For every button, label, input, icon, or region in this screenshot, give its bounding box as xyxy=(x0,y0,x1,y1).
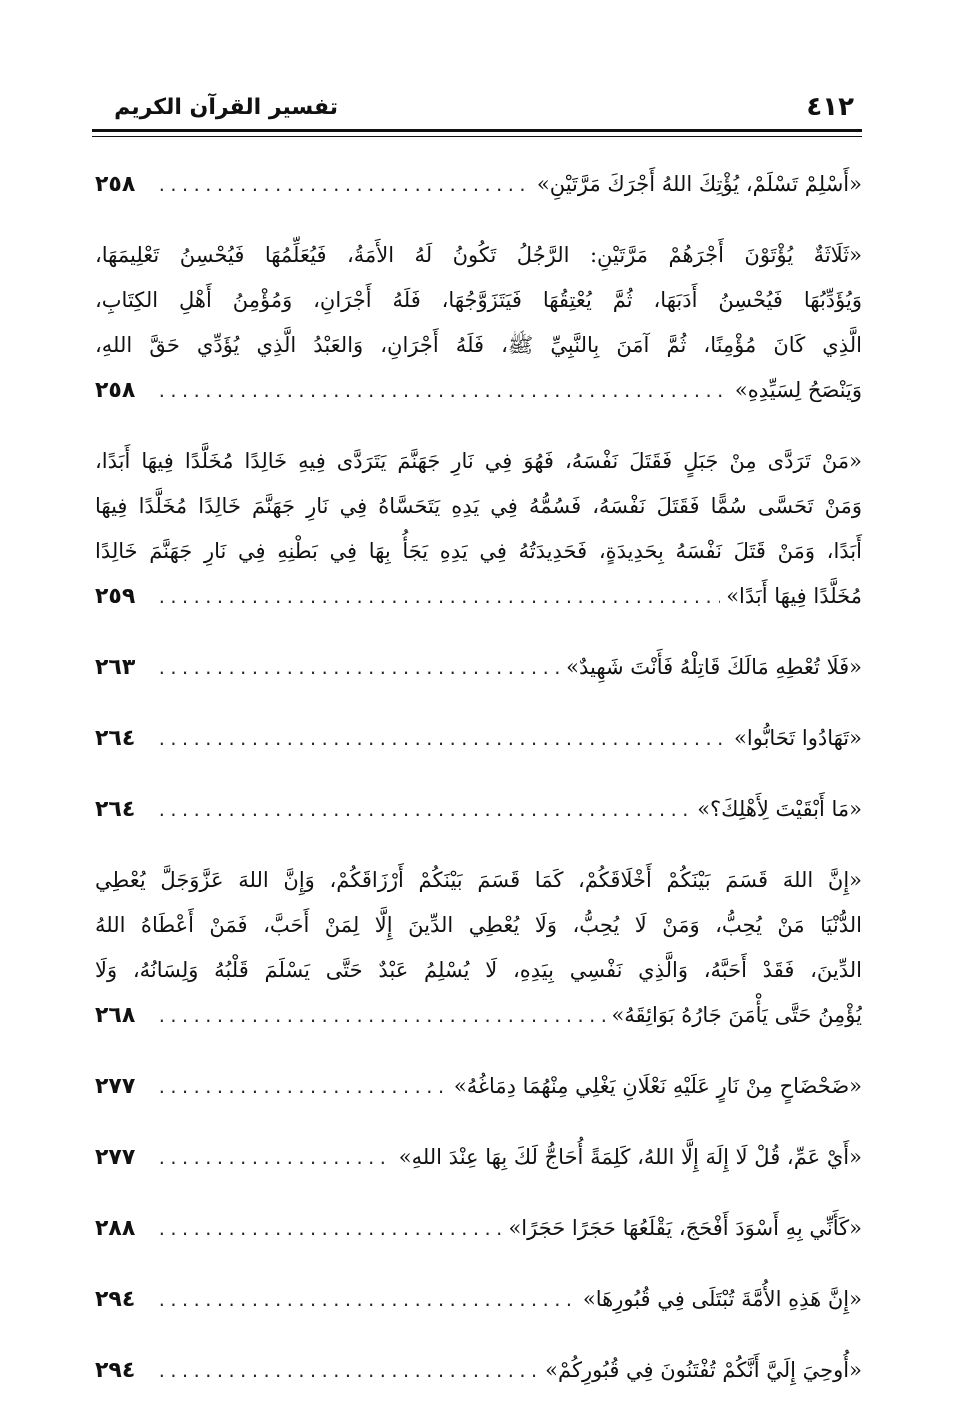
entry-page-number: ٢٥٨ xyxy=(95,172,136,197)
dot-leader xyxy=(157,1349,539,1393)
hadith-text: «ثَلَاثَةٌ يُؤْتَوْنَ أَجْرَهُمْ مَرَّتَيْنِ: الرَّجُلُ تَكُونُ لَهُ الأَمَةُ، فَيُعَلِّمُهَا فَيُحْسِنُ تَعْلِيمَهَا، xyxy=(95,243,862,267)
index-entry xyxy=(95,1277,862,1322)
dot-leader xyxy=(157,1207,502,1251)
index-entry xyxy=(95,439,862,619)
index-entry xyxy=(95,162,862,207)
entry-line xyxy=(95,484,862,529)
index-entry xyxy=(95,645,862,690)
index-entry xyxy=(95,233,862,413)
index-entry xyxy=(95,787,862,832)
hadith-text: الدِّينَ، فَقَدْ أَحَبَّهُ، وَالَّذِي نَفْسِي بِيَدِهِ، لَا يُسْلِمُ عَبْدٌ حَتَّى يَسْلَمَ قَلْبُهُ وَلِسَانُهُ، وَلَا xyxy=(95,958,862,982)
entry-last-line xyxy=(95,787,862,832)
page-header xyxy=(92,86,862,126)
entry-line xyxy=(95,233,862,278)
entry-last-line xyxy=(95,1277,862,1322)
entry-page-number: ٢٦٤ xyxy=(95,797,136,822)
hadith-text: الَّذِي كَانَ مُؤْمِنًا، ثُمَّ آمَنَ بِالنَّبِيِّ ﷺ، فَلَهُ أَجْرَانِ، وَالعَبْدُ الَّذِي يُؤَدِّي حَقَّ اللهِ، xyxy=(95,333,862,357)
dot-leader xyxy=(157,646,560,690)
entry-last-line xyxy=(95,574,862,619)
hadith-text: «تَهَادُوا تَحَابُّوا» xyxy=(734,726,862,750)
entry-last-line xyxy=(95,716,862,761)
entry-last-line xyxy=(95,1135,862,1180)
entry-last-line xyxy=(95,993,862,1038)
index-entry xyxy=(95,716,862,761)
dot-leader xyxy=(157,1065,448,1109)
entry-page-number: ٢٧٧ xyxy=(95,1145,136,1170)
hadith-text: أَبَدًا، وَمَنْ قَتَلَ نَفْسَهُ بِحَدِيدَةٍ، فَحَدِيدَتُهُ فِي يَدِهِ يَجَأُ بِهَا فِي بَطْنِهِ فِي نَارِ جَهَنَّمَ خَالِدًا xyxy=(95,539,862,563)
dot-leader xyxy=(157,788,691,832)
page-number: ٤١٢ xyxy=(806,92,854,122)
dot-leader xyxy=(157,1278,577,1322)
hadith-text: «مَا أَبْقَيْتَ لِأَهْلِكَ؟» xyxy=(697,797,862,821)
book-title: تفسير القرآن الكريم xyxy=(114,95,338,120)
entry-page-number: ٢٩٤ xyxy=(95,1287,136,1312)
hadith-text: يُؤْمِنُ حَتَّى يَأْمَنَ جَارُهُ بَوَائِقَهُ» xyxy=(611,1003,862,1027)
hadith-text: «فَلَا تُعْطِهِ مَالَكَ قَاتِلْهُ فَأَنْتَ شَهِيدٌ» xyxy=(566,655,862,679)
hadith-text: وَمَنْ تَحَسَّى سُمًّا فَقَتَلَ نَفْسَهُ، فَسُمُّهُ فِي يَدِهِ يَتَحَسَّاهُ فِي نَارِ جَهَنَّمَ خَالِدًا مُخَلَّدًا فِيهَا xyxy=(95,494,862,518)
entry-page-number: ٢٥٨ xyxy=(95,378,136,403)
entry-last-line xyxy=(95,1064,862,1109)
hadith-text: وَيُؤَدِّبُهَا فَيُحْسِنُ أَدَبَهَا، ثُمَّ يُعْتِقُهَا فَيَتَزَوَّجُهَا، فَلَهُ أَجْرَانِ، وَمُؤْمِنُ أَهْلِ الكِتَابِ، xyxy=(95,288,862,312)
entry-page-number: ٢٧٧ xyxy=(95,1074,136,1099)
entry-page-number: ٢٦٨ xyxy=(95,1003,136,1028)
index-entry xyxy=(95,1348,862,1393)
hadith-text: «إِنَّ هَذِهِ الأُمَّةَ تُبْتَلَى فِي قُبُورِهَا» xyxy=(582,1287,862,1311)
entry-line xyxy=(95,858,862,903)
entry-last-line xyxy=(95,1348,862,1393)
index-entry xyxy=(95,858,862,1038)
entry-last-line xyxy=(95,1206,862,1251)
hadith-text: الدُّنْيَا مَنْ يُحِبُّ، وَمَنْ لَا يُحِبُّ، وَلَا يُعْطِي الدِّينَ إِلَّا لِمَنْ أَحَبَّ، فَمَنْ أَعْطَاهُ اللهُ xyxy=(95,913,862,937)
dot-leader xyxy=(157,1136,393,1180)
hadith-text: «أَسْلِمْ تَسْلَمْ، يُؤْتِكَ اللهُ أَجْرَكَ مَرَّتَيْنِ» xyxy=(536,172,862,196)
hadith-text: وَيَنْصَحُ لِسَيِّدِهِ» xyxy=(734,378,862,402)
hadith-text: «إِنَّ اللهَ قَسَمَ بَيْنَكُمْ أَخْلَاقَكُمْ، كَمَا قَسَمَ بَيْنَكُمْ أَرْزَاقَكُمْ، وَإِنَّ اللهَ عَزَّوَجَلَّ يُعْطِي xyxy=(95,868,862,892)
entry-line xyxy=(95,278,862,323)
entry-line xyxy=(95,439,862,484)
hadith-text: «مَنْ تَرَدَّى مِنْ جَبَلٍ فَقَتَلَ نَفْسَهُ، فَهُوَ فِي نَارِ جَهَنَّمَ يَتَرَدَّى فِيهِ خَالِدًا مُخَلَّدًا فِيهَا أَبَدًا، xyxy=(95,449,862,473)
entry-page-number: ٢٨٨ xyxy=(95,1216,136,1241)
dot-leader xyxy=(157,994,605,1038)
index-entry xyxy=(95,1064,862,1109)
hadith-text: مُخَلَّدًا فِيهَا أَبَدًا» xyxy=(726,584,862,608)
dot-leader xyxy=(157,717,728,761)
entry-page-number: ٢٦٤ xyxy=(95,726,136,751)
index-entry xyxy=(95,1206,862,1251)
dot-leader xyxy=(157,163,531,207)
dot-leader xyxy=(157,369,729,413)
dot-leader xyxy=(157,575,720,619)
entry-page-number: ٢٦٣ xyxy=(95,655,136,680)
index-entry xyxy=(95,1135,862,1180)
hadith-text: «ضَحْضَاحٍ مِنْ نَارٍ عَلَيْهِ نَعْلَانِ يَغْلِي مِنْهُمَا دِمَاغُهُ» xyxy=(453,1074,862,1098)
hadith-text: «كَأَنِّي بِهِ أَسْوَدَ أَفْحَجَ، يَقْلَعُهَا حَجَرًا حَجَرًا» xyxy=(508,1216,862,1240)
entry-line xyxy=(95,903,862,948)
entry-page-number: ٢٩٤ xyxy=(95,1358,136,1383)
hadith-text: «أُوحِيَ إِلَيَّ أَنَّكُمْ تُفْتَنُونَ فِي قُبُورِكُمْ» xyxy=(545,1358,862,1382)
entry-last-line xyxy=(95,368,862,413)
entry-last-line xyxy=(95,645,862,690)
header-rule xyxy=(92,129,862,132)
entry-last-line xyxy=(95,162,862,207)
hadith-text: «أَيْ عَمِّ، قُلْ لَا إِلَهَ إِلَّا اللهُ، كَلِمَةً أُحَاجُّ لَكَ بِهَا عِنْدَ اللهِ» xyxy=(398,1145,862,1169)
entry-line xyxy=(95,948,862,993)
entry-line xyxy=(95,529,862,574)
entry-line xyxy=(95,323,862,368)
hadith-index-list xyxy=(95,162,862,1419)
header-rule-thin xyxy=(92,136,862,137)
entry-page-number: ٢٥٩ xyxy=(95,584,136,609)
